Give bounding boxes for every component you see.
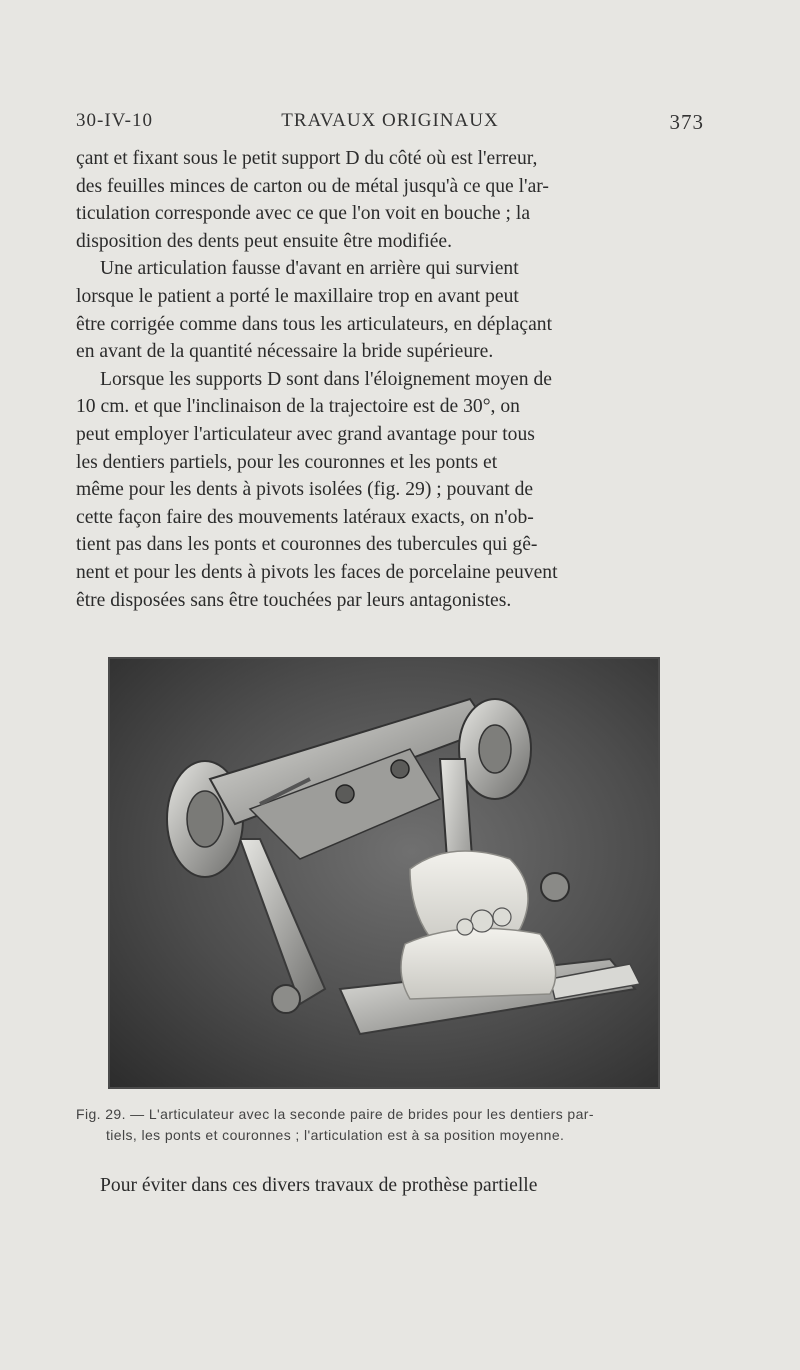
text-line: lorsque le patient a porté le maxillaire trop en avant peut [76, 285, 519, 307]
continuation-line: Pour éviter dans ces divers travaux de prothèse partielle [100, 1175, 538, 1196]
text-line: nent et pour les dents à pivots les faces de porcelaine peuvent [76, 561, 558, 583]
text-line: ticulation corresponde avec ce que l'on voit en bouche ; la [76, 203, 531, 225]
text-line: être disposées sans être touchées par leurs antagonistes. [76, 589, 512, 611]
articulator-illustration [110, 659, 658, 1087]
caption-line: tiels, les ponts et couronnes ; l'articulation est à sa position moyenne. [106, 1127, 565, 1143]
text-line: Une articulation fausse d'avant en arrière qui survient [100, 258, 519, 280]
paragraph-2 [76, 255, 700, 365]
text-line: disposition des dents peut ensuite être modifiée. [76, 230, 453, 252]
text-line: 10 cm. et que l'inclinaison de la trajectoire est de 30°, on [76, 396, 520, 418]
text-line: cette façon faire des mouvements latéraux exacts, on n'ob- [76, 506, 534, 528]
running-header [76, 110, 704, 140]
text-line: tient pas dans les ponts et couronnes des tubercules qui gê- [76, 534, 538, 556]
text-line: çant et fixant sous le petit support D du côté où est l'erreur, [76, 148, 538, 169]
text-line: des feuilles minces de carton ou de métal jusqu'à ce que l'ar- [76, 175, 549, 197]
caption-line: Fig. 29. — L'articulateur avec la seconde paire de brides pour les dentiers par- [76, 1106, 594, 1122]
text-line: peut employer l'articulateur avec grand avantage pour tous [76, 423, 535, 445]
paragraph-1 [76, 145, 700, 255]
page-number: 373 [669, 110, 704, 134]
text-line: même pour les dents à pivots isolées (fig. 29) ; pouvant de [76, 479, 534, 501]
header-date: 30-IV-10 [76, 110, 153, 131]
figure-caption [76, 1104, 700, 1146]
header-section-title: TRAVAUX ORIGINAUX [281, 110, 499, 131]
text-line: en avant de la quantité nécessaire la bride supérieure. [76, 341, 494, 363]
paragraph-3 [76, 366, 700, 614]
figure-articulator-photo [108, 657, 660, 1089]
text-line: les dentiers partiels, pour les couronnes et les ponts et [76, 451, 498, 473]
text-line: Lorsque les supports D sont dans l'éloignement moyen de [100, 368, 552, 390]
body-text [76, 145, 700, 614]
text-line: être corrigée comme dans tous les articulateurs, en déplaçant [76, 313, 553, 335]
